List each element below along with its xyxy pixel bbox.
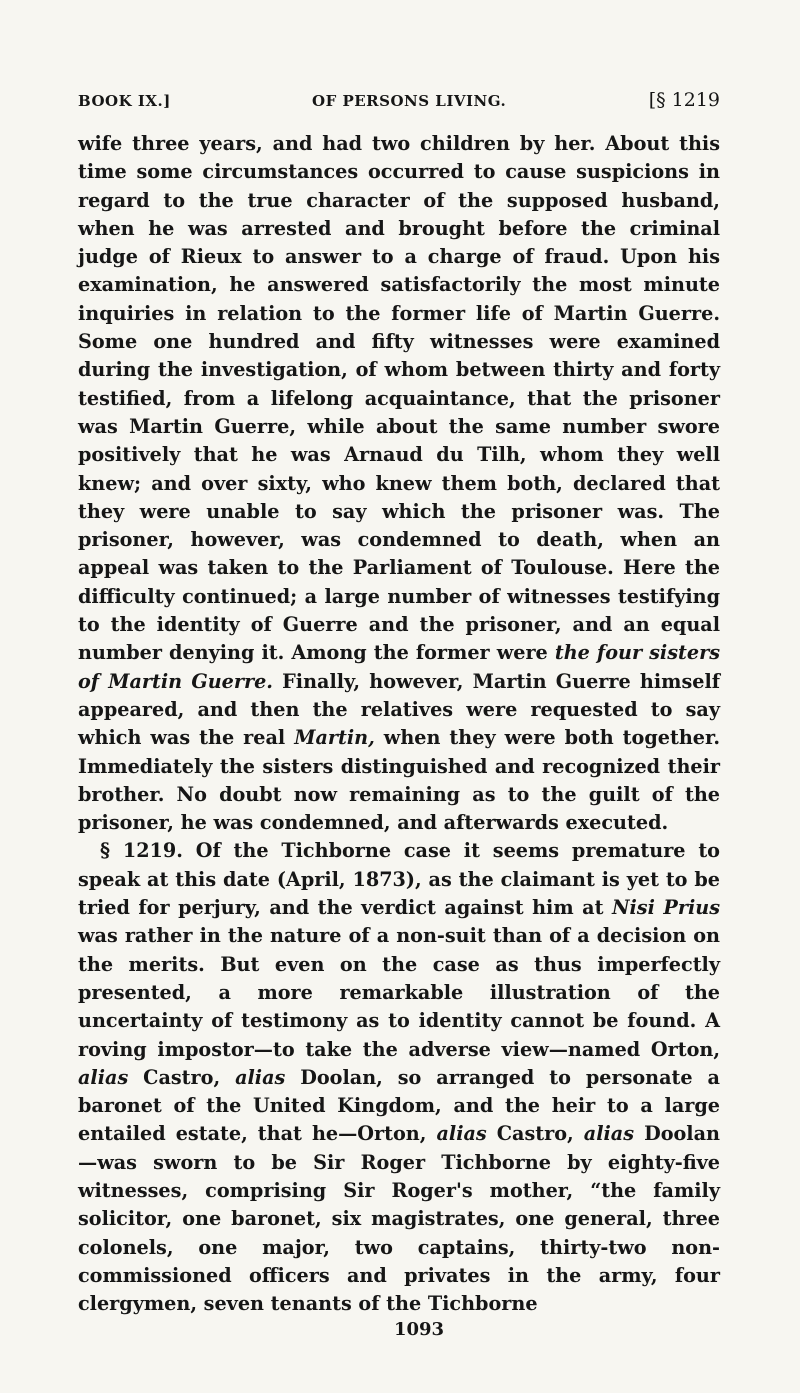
text-run: Castro,	[128, 1065, 236, 1089]
body-text	[78, 130, 720, 1318]
italic-run: alias	[436, 1122, 487, 1146]
italic-run: Martin,	[294, 726, 375, 750]
running-head-title: OF PERSONS LIVING.	[312, 92, 507, 110]
paragraph-2	[78, 837, 720, 1318]
text-run: Finally, however, Martin Guerre himself appeared, and then the relatives were requested to say which was the real	[78, 669, 720, 750]
running-head-book: BOOK IX.]	[78, 92, 171, 110]
running-head-section: [§ 1219	[648, 89, 720, 111]
text-run: was rather in the nature of a non-suit than of a decision on the merits. But even on the case as thus imperfectly presented, a more remarkable illustration of the uncertainty of testimony as to identity cannot be found. A roving impostor—to take the adverse view—named Orton,	[78, 924, 720, 1061]
text-run: § 1219. Of the Tichborne case it seems premature to speak at this date (April, 1873), as the claimant is yet to be tried for perjury, and the verdict against him at	[78, 839, 720, 920]
text-run: Castro,	[486, 1122, 584, 1146]
page-number: 1093	[393, 1319, 445, 1341]
book-page	[78, 89, 720, 1341]
italic-run: alias	[235, 1065, 286, 1089]
text-run: Doolan —was sworn to be Sir Roger Tichborne by eighty-five witnesses, comprising Sir Roger's mother, “the family solicitor, one baronet, six magistrates, one general, three colonels, one major, two captains, thirty-two non-commissioned officers and privates in the army, four clergymen, seven tenants of the Tichborne	[78, 1122, 720, 1316]
italic-run: alias	[78, 1065, 129, 1089]
paragraph-1	[78, 130, 720, 837]
italic-run: Nisi Prius	[611, 896, 720, 920]
italic-run: the four sisters of Martin Guerre.	[78, 641, 720, 693]
text-run: Doolan, so arranged to personate a baronet of the United Kingdom, and the heir to a large entailed estate, that he—Orton,	[78, 1065, 720, 1146]
italic-run: alias	[583, 1122, 635, 1146]
text-run: wife three years, and had two children by her. About this time some circumstances occurred to cause suspicions in regard to the true character of the supposed husband, when he was arrested and brought before the criminal judge of Rieux to answer to a charge of fraud. Upon his examination, he answered satisfactorily the most minute inquiries in relation to the former life of Martin Guerre. Some one hundred and fifty witnesses were examined during the investigation, of whom between thirty and forty testified, from a lifelong acquaintance, that the prisoner was Martin Guerre, while about the same number swore positively that he was Arnaud du Tilh, whom they well knew; and over sixty, who knew them both, declared that they were unable to say which the prisoner was. The prisoner, however, was condemned to death, when an appeal was taken to the Parliament of Toulouse. Here the difficulty continued; a large number of witnesses testifying to the identity of Guerre and the prisoner, and an equal number denying it. Among the former were	[78, 132, 720, 665]
running-head	[78, 89, 720, 126]
text-run: when they were both together. Immediately the sisters distinguished and recognized their brother. No doubt now remaining as to the guilt of the prisoner, he was condemned, and afterwards executed.	[78, 726, 720, 835]
